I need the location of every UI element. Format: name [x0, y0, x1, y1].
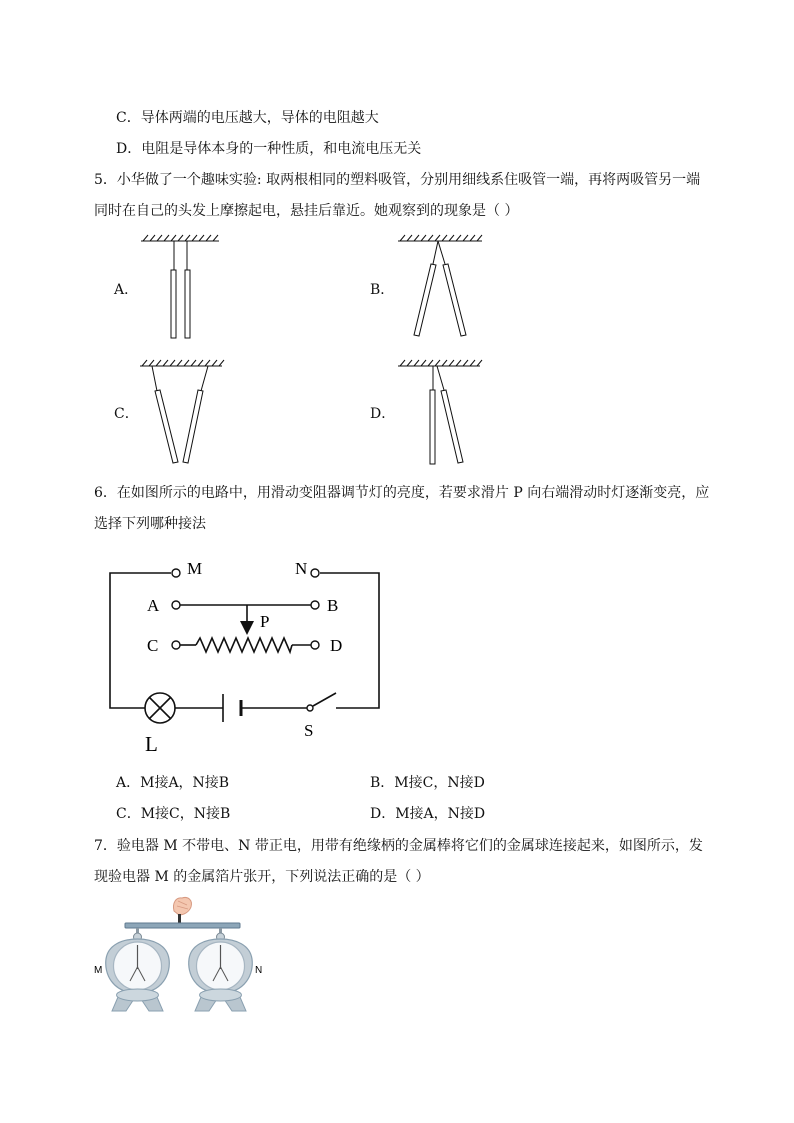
label-n: N — [255, 965, 263, 976]
straws-figure-b — [390, 232, 490, 342]
circuit-diagram — [100, 555, 400, 755]
q7-stem-line1: 7．验电器 M 不带电、N 带正电，用带有绝缘柄的金属棒将它们的金属球连接起来，如图所示，发 — [94, 838, 703, 854]
terminal-a — [172, 601, 180, 609]
electroscope-m — [106, 928, 170, 1011]
q6-option-c: C．M接C，N接B — [116, 806, 231, 822]
label-n: N — [295, 559, 308, 578]
straws-figure-a — [135, 232, 225, 342]
q4-option-c: C．导体两端的电压越大，导体的电阻越大 — [116, 110, 379, 126]
straws-figure-d — [390, 358, 490, 468]
q6-option-b: B．M接C，N接D — [370, 775, 485, 791]
switch-pivot — [307, 705, 313, 711]
q6-option-a: A．M接A，N接B — [116, 775, 230, 791]
q7-stem-line2: 现验电器 M 的金属箔片张开，下列说法正确的是（ ） — [94, 869, 430, 885]
straw-left — [171, 270, 176, 338]
terminal-n — [311, 569, 319, 577]
straw-right — [443, 264, 466, 336]
q5-option-c-label: C． — [114, 406, 139, 422]
label-m: M — [187, 559, 203, 578]
terminal-m — [172, 569, 180, 577]
q5-stem-line1: 5．小华做了一个趣味实验: 取两根相同的塑料吸管，分别用细线系住吸管一端，再将两吸管另一端 — [94, 172, 701, 188]
q4-option-d: D．电阻是导体本身的一种性质，和电流电压无关 — [116, 141, 422, 157]
label-l: L — [145, 732, 158, 756]
q6-stem-line1: 6．在如图所示的电路中，用滑动变阻器调节灯的亮度，若要求滑片 P 向右端滑动时灯逐渐变亮，应 — [94, 485, 710, 501]
resistor-coil — [196, 638, 292, 652]
straw-right — [185, 270, 190, 338]
terminal-d — [311, 641, 319, 649]
hand-icon — [173, 897, 191, 925]
q6-stem-line2: 选择下列哪种接法 — [94, 516, 206, 532]
q5-option-b-label: B． — [370, 282, 395, 298]
straw-left — [414, 264, 436, 336]
q5-option-a-label: A． — [114, 282, 139, 298]
slider-arrow — [240, 621, 254, 635]
q6-option-d: D．M接A，N接D — [370, 806, 486, 822]
straw-left — [430, 390, 435, 464]
label-a: A — [147, 596, 160, 615]
electroscope-n — [189, 928, 253, 1011]
straw-left — [155, 390, 178, 463]
q5-stem-line2: 同时在自己的头发上摩擦起电，悬挂后靠近。她观察到的现象是（ ） — [94, 203, 519, 219]
straws-figure-c — [130, 358, 230, 468]
electroscope-figure — [92, 893, 272, 1018]
q5-option-d-label: D． — [370, 406, 396, 422]
label-b: B — [327, 596, 339, 615]
label-s: S — [304, 721, 314, 740]
switch-blade — [313, 693, 336, 706]
wire-right — [320, 573, 379, 708]
metal-rod — [125, 923, 240, 928]
straw-right — [441, 390, 463, 463]
terminal-b — [311, 601, 319, 609]
label-m: M — [94, 965, 103, 976]
label-d: D — [330, 636, 343, 655]
ceiling-hatch — [141, 235, 219, 241]
wire-left — [110, 573, 171, 708]
terminal-c — [172, 641, 180, 649]
label-p: P — [260, 612, 270, 631]
label-c: C — [147, 636, 159, 655]
straw-right — [183, 390, 203, 463]
